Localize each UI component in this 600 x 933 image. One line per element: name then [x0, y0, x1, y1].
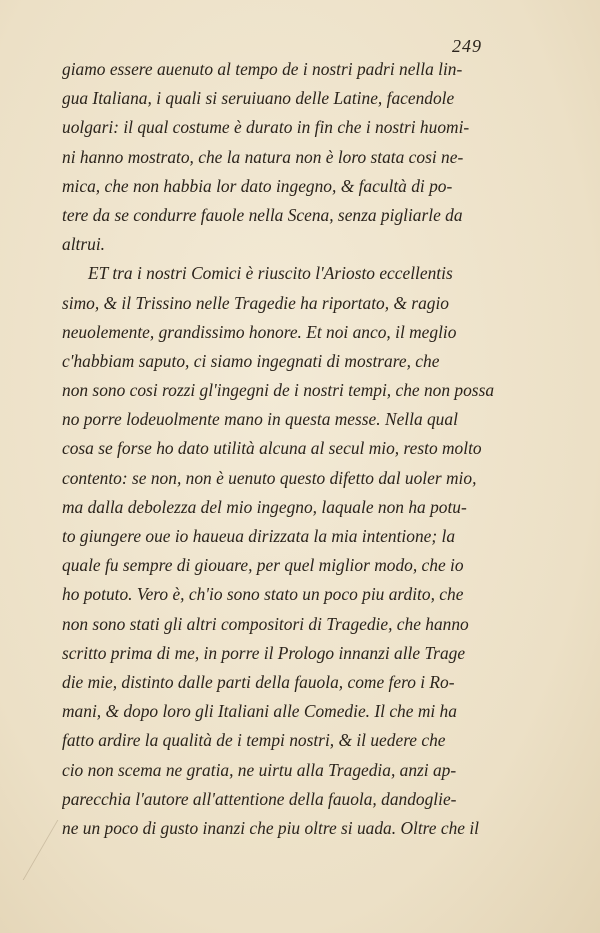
- text-line: giamo essere auenuto al tempo de i nostri padri nella lin-: [62, 59, 463, 79]
- body-text: [62, 55, 527, 843]
- text-line: cio non scema ne gratia, ne uirtu alla Tragedia, anzi ap-: [62, 759, 457, 780]
- text-line: scritto prima di me, in porre il Prologo innanzi alle Trage: [62, 642, 466, 663]
- text-line: mani, & dopo loro gli Italiani alle Comedie. Il che mi ha: [62, 701, 457, 722]
- text-line: neuolemente, grandissimo honore. Et noi anco, il meglio: [62, 321, 457, 342]
- page-number: 249: [452, 36, 482, 56]
- text-line: uolgari: il qual costume è durato in fin che i nostri huomi-: [62, 117, 470, 138]
- text-line: mica, che non habbia lor dato ingegno, & facultà di po-: [62, 175, 453, 196]
- text-line: altrui.: [62, 234, 106, 255]
- text-line: non sono cosi rozzi gl'ingegni de i nostri tempi, che non possa: [62, 380, 495, 401]
- text-line: to giungere oue io haueua dirizzata la mia intentione; la: [62, 526, 456, 546]
- text-line: ni hanno mostrato, che la natura non è loro stata cosi ne-: [62, 146, 464, 167]
- text-line: ma dalla debolezza del mio ingegno, laquale non ha potu-: [62, 496, 467, 517]
- text-line: cosa se forse ho dato utilità alcuna al secul mio, resto molto: [62, 438, 482, 459]
- text-line: tere da se condurre fauole nella Scena, senza pigliarle da: [62, 204, 463, 225]
- text-line: die mie, distinto dalle parti della fauola, come fero i Ro-: [62, 671, 455, 692]
- text-line: parecchia l'autore all'attentione della fauola, dandoglie-: [62, 788, 457, 809]
- text-line: ne un poco di gusto inanzi che piu oltre si uada. Oltre che il: [62, 817, 480, 838]
- text-line: quale fu sempre di giouare, per quel miglior modo, che io: [62, 555, 464, 576]
- text-line: c'habbiam saputo, ci siamo ingegnati di mostrare, che: [62, 350, 440, 371]
- text-line: contento: se non, non è uenuto questo difetto dal uoler mio,: [62, 467, 477, 488]
- text-line: simo, & il Trissino nelle Tragedie ha riportato, & ragio: [62, 292, 449, 313]
- paragraph-start-line: ET tra i nostri Comici è riuscito l'Ariosto eccellentis: [88, 263, 453, 284]
- text-line: gua Italiana, i quali si seruiuano delle Latine, facendole: [62, 88, 455, 109]
- text-line: non sono stati gli altri compositori di Tragedie, che hanno: [62, 613, 469, 634]
- text-line: fatto ardire la qualità de i tempi nostri, & il uedere che: [62, 730, 446, 751]
- text-line: no porre lodeuolmente mano in questa messe. Nella qual: [62, 409, 458, 430]
- text-line: ho potuto. Vero è, ch'io sono stato un poco piu ardito, che: [62, 584, 464, 605]
- paper-crease: [0, 820, 58, 880]
